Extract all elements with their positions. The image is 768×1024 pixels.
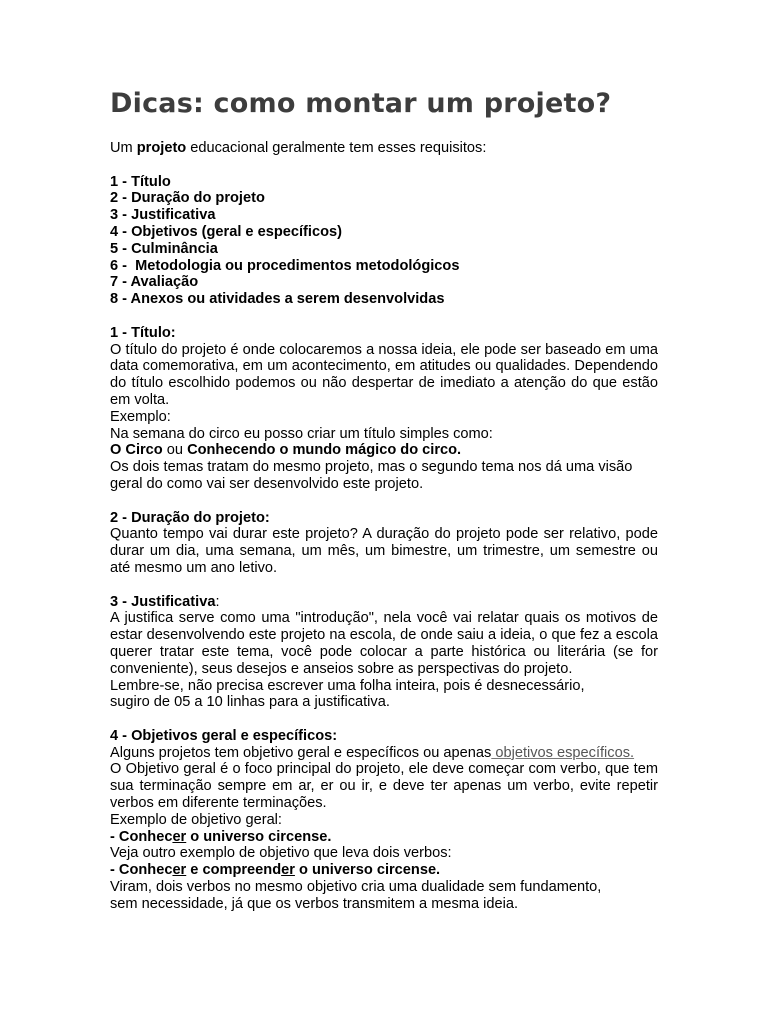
- example-text-part: o universo circense.: [186, 828, 332, 845]
- intro-pre: Um: [110, 140, 137, 156]
- example-label: Exemplo:: [110, 408, 171, 425]
- section-paragraph: O Objetivo geral é o foco principal do projeto, ele deve começar com verbo, que tem sua terminação sempre em ar, er ou ir, e deve ter apenas um verbo, evite repetir verbos em diferente terminações.: [110, 761, 658, 812]
- another-example-text: Veja outro exemplo de objetivo que leva dois verbos:: [110, 845, 452, 862]
- section-line: Lembre-se, não precisa escrever uma folha inteira, pois é desnecessário,: [110, 677, 585, 694]
- page-title: Dicas: como montar um projeto?: [110, 88, 612, 119]
- heading-colon: :: [215, 593, 220, 610]
- section-closing: Os dois temas tratam do mesmo projeto, mas o segundo tema nos dá uma visão geral do como vai ser desenvolvido este projeto.: [110, 459, 633, 492]
- requirement-item: 7 - Avaliação: [110, 274, 199, 291]
- intro-post: educacional geralmente tem esses requisitos:: [186, 140, 487, 156]
- section-justificativa: [110, 594, 658, 712]
- verb-ending: er: [281, 862, 295, 879]
- requirement-item: 8 - Anexos ou atividades a serem desenvolvidas: [110, 291, 445, 308]
- requirements-list: [110, 174, 658, 308]
- requirement-item: 1 - Título: [110, 173, 171, 190]
- section-paragraph: O título do projeto é onde colocaremos a nossa ideia, ele pode ser baseado em uma data comemorativa, em um acontecimento, em atitudes ou qualidades. Dependendo do título escolhido podemos ou não despertar de imediato a atenção do que estão em volta.: [110, 341, 658, 408]
- requirement-item: 5 - Culminância: [110, 240, 218, 257]
- example-label: Exemplo de objetivo geral:: [110, 811, 282, 828]
- section-line: Viram, dois verbos no mesmo objetivo cria uma dualidade sem fundamento,: [110, 879, 602, 896]
- example-titles: [110, 442, 658, 459]
- document-content: [110, 86, 658, 913]
- example-text-part: o universo circense.: [294, 862, 441, 879]
- objetivos-especificos-link[interactable]: objetivos específicos.: [491, 744, 635, 761]
- example-title-2: Conhecendo o mundo mágico do circo.: [187, 442, 462, 459]
- example-title-1: O Circo: [110, 442, 163, 459]
- section-line: sugiro de 05 a 10 linhas para a justificativa.: [110, 694, 390, 711]
- section-duracao: [110, 510, 658, 577]
- intro-bold: projeto: [136, 140, 187, 156]
- objective-example-2: [110, 862, 658, 879]
- section-paragraph: Quanto tempo vai durar este projeto? A duração do projeto pode ser relativo, pode durar um dia, uma semana, um mês, um bimestre, um trimestre, um semestre ou até mesmo um ano letivo.: [110, 526, 658, 576]
- verb-ending: er: [172, 862, 187, 879]
- section-heading: 4 - Objetivos geral e específicos:: [110, 727, 338, 744]
- section-objetivos: [110, 728, 658, 913]
- section-line: sem necessidade, já que os verbos transmitem a mesma ideia.: [110, 895, 519, 912]
- section-intro-text: Alguns projetos tem objetivo geral e específicos ou apenas: [110, 744, 492, 761]
- objective-example-1: [110, 829, 658, 846]
- example-text: Na semana do circo eu posso criar um título simples como:: [110, 425, 493, 442]
- requirement-item: 4 - Objetivos (geral e específicos): [110, 223, 342, 240]
- intro-paragraph: [110, 140, 658, 157]
- requirement-item: 3 - Justificativa: [110, 207, 216, 224]
- requirement-item: 6 - Metodologia ou procedimentos metodológicos: [110, 257, 460, 274]
- example-text-part: - Conhec: [110, 862, 173, 879]
- example-or: ou: [162, 442, 188, 459]
- section-intro: [110, 745, 658, 762]
- section-heading: 1 - Título:: [110, 324, 176, 341]
- section-paragraph: A justifica serve como uma "introdução", nela você vai relatar quais os motivos de estar desenvolvendo este projeto na escola, de onde saiu a ideia, o que fez a escola querer tratar este tema, você pode colocar a parte histórica ou literária (se for conveniente), seus desejos e anseios sobre as perspectivas do projeto.: [110, 610, 658, 677]
- example-text-part: - Conhec: [110, 828, 173, 845]
- requirement-item: 2 - Duração do projeto: [110, 190, 265, 207]
- section-heading: 2 - Duração do projeto:: [110, 509, 270, 526]
- verb-ending: er: [172, 828, 187, 845]
- example-text-part: e compreend: [186, 862, 282, 879]
- section-heading: 3 - Justificativa: [110, 593, 216, 610]
- section-titulo: [110, 325, 658, 493]
